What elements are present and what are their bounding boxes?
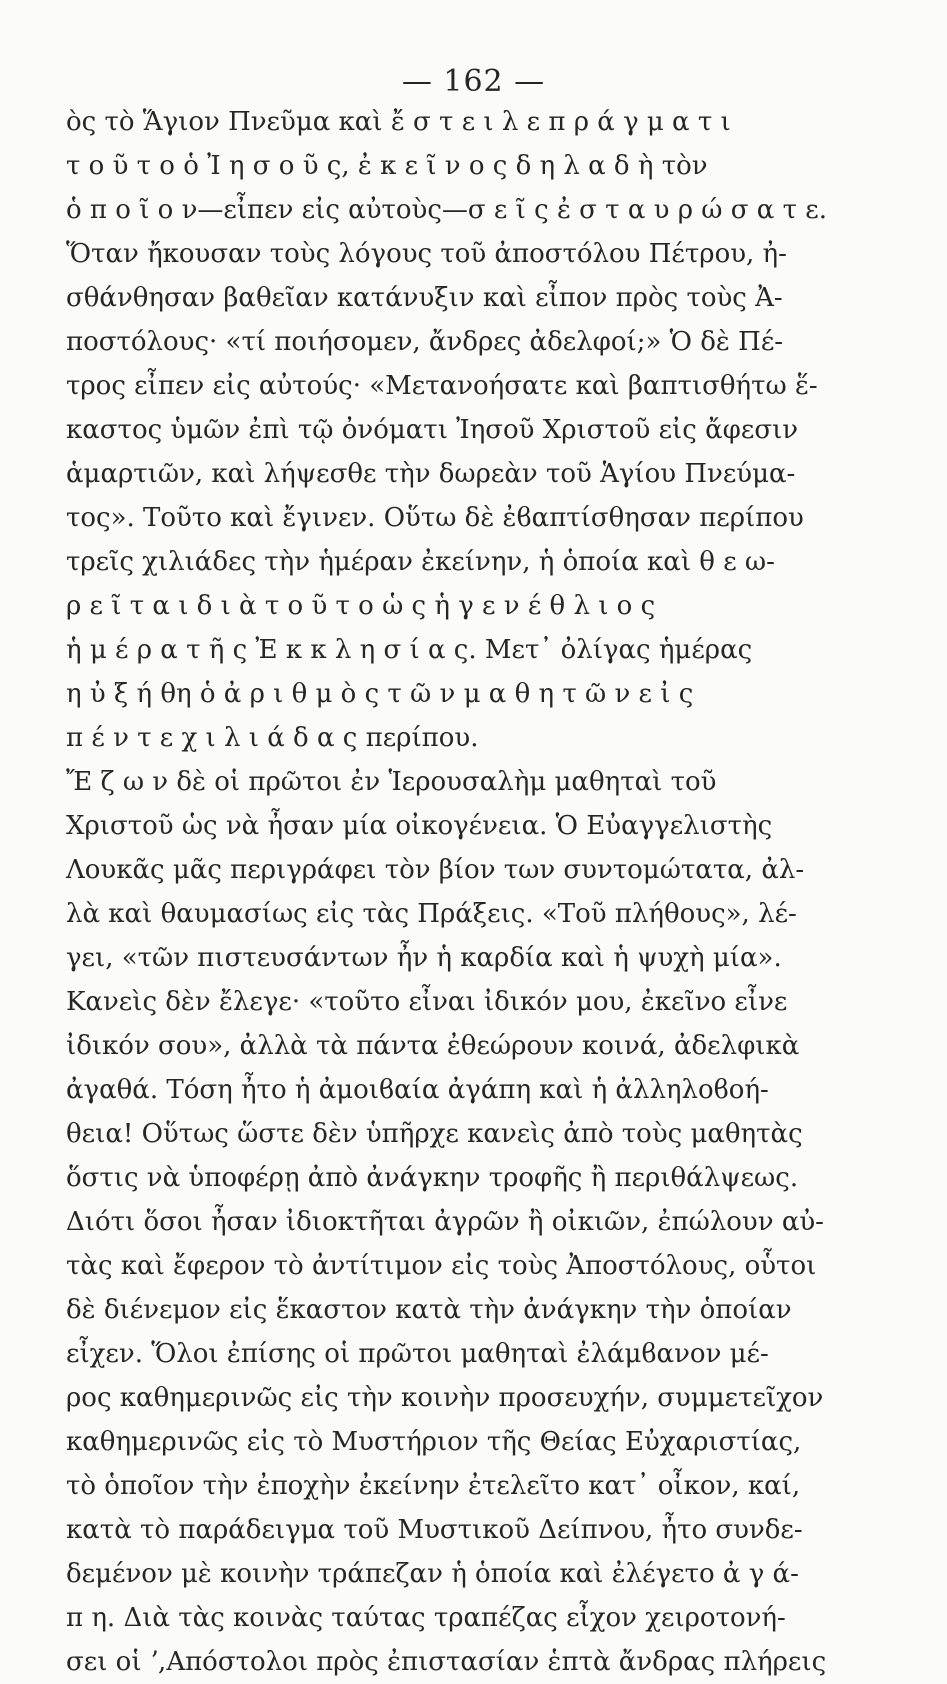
text-line: ἀγαθά. Τόση ἦτο ἡ ἀμοιϐαία ἀγάπη καὶ ἡ ἀλληλοϐοή- <box>66 1075 769 1105</box>
text-line: σει οἱ ʼ,Απόστολοι πρὸς ἐπιστασίαν ἑπτὰ ἄνδρας πλήρεις <box>66 1647 827 1677</box>
text-line: τρεῖς χιλιάδες τὴν ἡμέραν ἐκείνην, ἡ ὁποία καὶ θ ε ω- <box>66 547 775 577</box>
text-line: Διότι ὅσοι ἦσαν ἰδιοκτῆται ἀγρῶν ἢ οἰκιῶν, ἐπώλουν αὐ- <box>66 1207 824 1237</box>
text-line: τος». Τοῦτο καὶ ἔγινεν. Οὕτω δὲ ἐϐαπτίσθησαν περίπου <box>66 503 804 533</box>
text-line: Ὅταν ἤκουσαν τοὺς λόγους τοῦ ἀποστόλου Πέτρου, ἠ- <box>66 239 787 269</box>
text-line: Χριστοῦ ὡς νὰ ἦσαν μία οἰκογένεια. Ὁ Εὐαγγελιστὴς <box>66 811 773 841</box>
text-line: εἶχεν. Ὅλοι ἐπίσης οἱ πρῶτοι μαθηταὶ ἐλάμϐανον μέ- <box>66 1339 769 1369</box>
text-line: καστος ὑμῶν ἐπὶ τῷ ὀνόματι Ἰησοῦ Χριστοῦ εἰς ἄφεσιν <box>66 415 799 445</box>
page-number: — 162 — <box>401 64 546 99</box>
text-line: σθάνθησαν βαθεῖαν κατάνυξιν καὶ εἶπον πρὸς τοὺς Ἀ- <box>66 283 783 313</box>
text-line: ὸς τὸ Ἅγιον Πνεῦμα καὶ ἔ σ τ ε ι λ ε π ρ ά γ μ α τ ι <box>66 107 731 137</box>
text-line: κατὰ τὸ παράδειγμα τοῦ Μυστικοῦ Δείπνου, ἦτο συνδε- <box>66 1515 803 1545</box>
text-line: τρος εἶπεν εἰς αὐτούς· «Μετανοήσατε καὶ βαπτισθήτω ἕ- <box>66 371 818 401</box>
text-line: ὅστις νὰ ὑποφέρῃ ἀπὸ ἀνάγκην τροφῆς ἢ περιθάλψεως. <box>66 1163 799 1193</box>
text-line: π η. Διὰ τὰς κοινὰς ταύτας τραπέζας εἶχον χειροτονή- <box>66 1603 786 1633</box>
text-line: η ὐ ξ ή θη ὁ ἀ ρ ι θ μ ὸ ς τ ῶ ν μ α θ η τ ῶ ν ε ἰ ς <box>66 679 694 709</box>
text-line: π έ ν τ ε χ ι λ ι ά δ α ς περίπου. <box>66 723 479 753</box>
text-line: δὲ διένεμον εἰς ἕκαστον κατὰ τὴν ἀνάγκην τὴν ὁποίαν <box>66 1295 792 1325</box>
text-line: Κανεὶς δὲν ἔλεγε· «τοῦτο εἶναι ἰδικόν μου, ἐκεῖνο εἶνε <box>66 987 788 1017</box>
text-line: ἁμαρτιῶν, καὶ λήψεσθε τὴν δωρεὰν τοῦ Ἁγίου Πνεύμα- <box>66 459 796 489</box>
text-line: Ἔ ζ ω ν δὲ οἱ πρῶτοι ἐν Ἱερουσαλὴμ μαθηταὶ τοῦ <box>66 767 717 797</box>
text-line: γει, «τῶν πιστευσάντων ἦν ἡ καρδία καὶ ἡ ψυχὴ μία». <box>66 943 782 973</box>
text-line: ἡ μ έ ρ α τ ῆ ς Ἐ κ κ λ η σ ί α ς. Μετ᾽ ὀλίγας ἡμέρας <box>66 635 753 665</box>
text-line: καθημερινῶς εἰς τὸ Μυστήριον τῆς Θείας Εὐχαριστίας, <box>66 1427 802 1457</box>
text-line: λὰ καὶ θαυμασίως εἰς τὰς Πράξεις. «Τοῦ πλήθους», λέ- <box>66 899 797 929</box>
text-line: δεμένον μὲ κοινὴν τράπεζαν ἡ ὁποία καὶ ἐλέγετο ἀ γ ά- <box>66 1559 799 1589</box>
text-line: τ ο ῦ τ ο ὁ Ἰ η σ ο ῦ ς, ἐ κ ε ῖ ν ο ς δ η λ α δ ὴ τὸν <box>66 151 708 181</box>
text-line: ἰδικόν σου», ἀλλὰ τὰ πάντα ἐθεώρουν κοινά, ἀδελφικὰ <box>66 1031 800 1061</box>
text-line: Λουκᾶς μᾶς περιγράφει τὸν βίον των συντομώτατα, ἀλ- <box>66 855 805 885</box>
text-line: τὰς καὶ ἔφερον τὸ ἀντίτιμον εἰς τοὺς Ἀποστόλους, οὗτοι <box>66 1251 817 1281</box>
text-line: ρος καθημερινῶς εἰς τὴν κοινὴν προσευχήν, συμμετεῖχον <box>66 1383 824 1413</box>
text-line: ποστόλους· «τί ποιήσομεν, ἄνδρες ἀδελφοί;» Ὁ δὲ Πέ- <box>66 327 784 357</box>
text-line: ρ ε ῖ τ α ι δ ι ὰ τ ο ῦ τ ο ὡ ς ἡ γ ε ν έ θ λ ι ο ς <box>66 591 656 621</box>
text-line: θεια! Οὕτως ὥστε δὲν ὑπῆρχε κανεὶς ἀπὸ τοὺς μαθητὰς <box>66 1119 803 1149</box>
text-line: ὁ π ο ῖ ο ν—εἶπεν εἰς αὐτοὺς—σ ε ῖ ς ἐ σ τ α υ ρ ώ σ α τ ε. <box>66 195 827 225</box>
text-line: τὸ ὁποῖον τὴν ἐποχὴν ἐκείνην ἐτελεῖτο κατ᾽ οἶκον, καί, <box>66 1471 801 1501</box>
body-text <box>66 100 866 1684</box>
